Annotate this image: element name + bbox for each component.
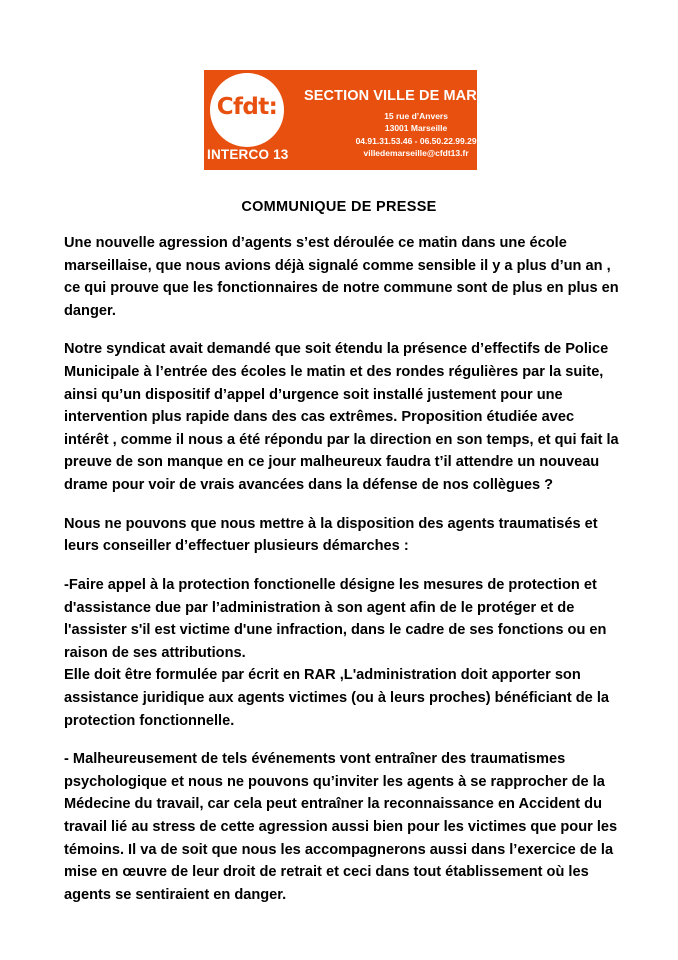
email-address: villedemarseille@cfdt13.fr <box>363 147 469 158</box>
letterhead-address-lines <box>304 110 528 159</box>
letterhead-contact-block <box>304 70 528 170</box>
cfdt-federation-label: INTERCO 13 <box>207 147 289 162</box>
cfdt-logo <box>204 70 304 170</box>
body-paragraph: Nous ne pouvons que nous mettre à la disposition des agents traumatisés et leurs conseiller d’effectuer plusieurs démarches : <box>64 515 598 555</box>
document-body <box>64 232 620 906</box>
body-paragraph: Une nouvelle agression d’agents s’est déroulée ce matin dans une école marseillaise, que nous avions déjà signalé comme sensible il y a plus d’un an , ce qui prouve que les fonctionnaires de notre commune sont de plus en plus en danger. <box>64 235 619 319</box>
address-street: 15 rue d’Anvers <box>384 110 448 121</box>
cfdt-wordmark: Cfdt: <box>216 94 278 120</box>
page-title: COMMUNIQUE DE PRESSE <box>241 199 437 215</box>
cfdt-letterhead-banner <box>204 70 529 170</box>
body-paragraph: Notre syndicat avait demandé que soit étendu la présence d’effectifs de Police Municipale à l’entrée des écoles le matin et des rondes régulières par la suite, ainsi qu’un dispositif d’appel d’urgence soit installé justement pour une intervention plus rapide dans des cas extrêmes. Proposition étudiée avec intérêt , comme il nous a été répondu par la direction en son temps, et qui fait la preuve de son manque en ce jour malheureux faudra t’il attendre un nouveau drame pour voir de vrais avancées dans la défense de nos collègues ? <box>64 341 619 494</box>
body-paragraph: - Malheureusement de tels événements vont entraîner des traumatismes psychologique et nous ne pouvons qu’inviter les agents à se rapprocher de la Médecine du travail, car cela peut entraîner la reconnaissance en Accident du travail lié au stress de cette agression aussi bien pour les victimes que pour les témoins. Il va de soit que nous les accompagnerons aussi dans l’exercice de la mise en œuvre de leur droit de retrait et ceci dans tout établissement où les agents se sentiraient en danger. <box>64 751 618 903</box>
body-paragraph: -Faire appel à la protection fonctionelle désigne les mesures de protection et d'assistance due par l’administration à son agent afin de le protéger et de l'assister s'il est victime d'une infraction, dans le cadre de ses fonctions ou en raison de ses attributions. Elle doit être formulée par écrit en RAR ,L'administration doit apporter son assistance juridique aux agents victimes (ou à leurs proches) bénéficiant de la protection fonctionnelle. <box>64 576 610 729</box>
address-city: 13001 Marseille <box>384 123 448 134</box>
letterhead-section-name: SECTION VILLE DE MARSEILLE <box>304 88 529 104</box>
phone-numbers: 04.91.31.53.46 - 06.50.22.99.29 <box>355 135 477 146</box>
